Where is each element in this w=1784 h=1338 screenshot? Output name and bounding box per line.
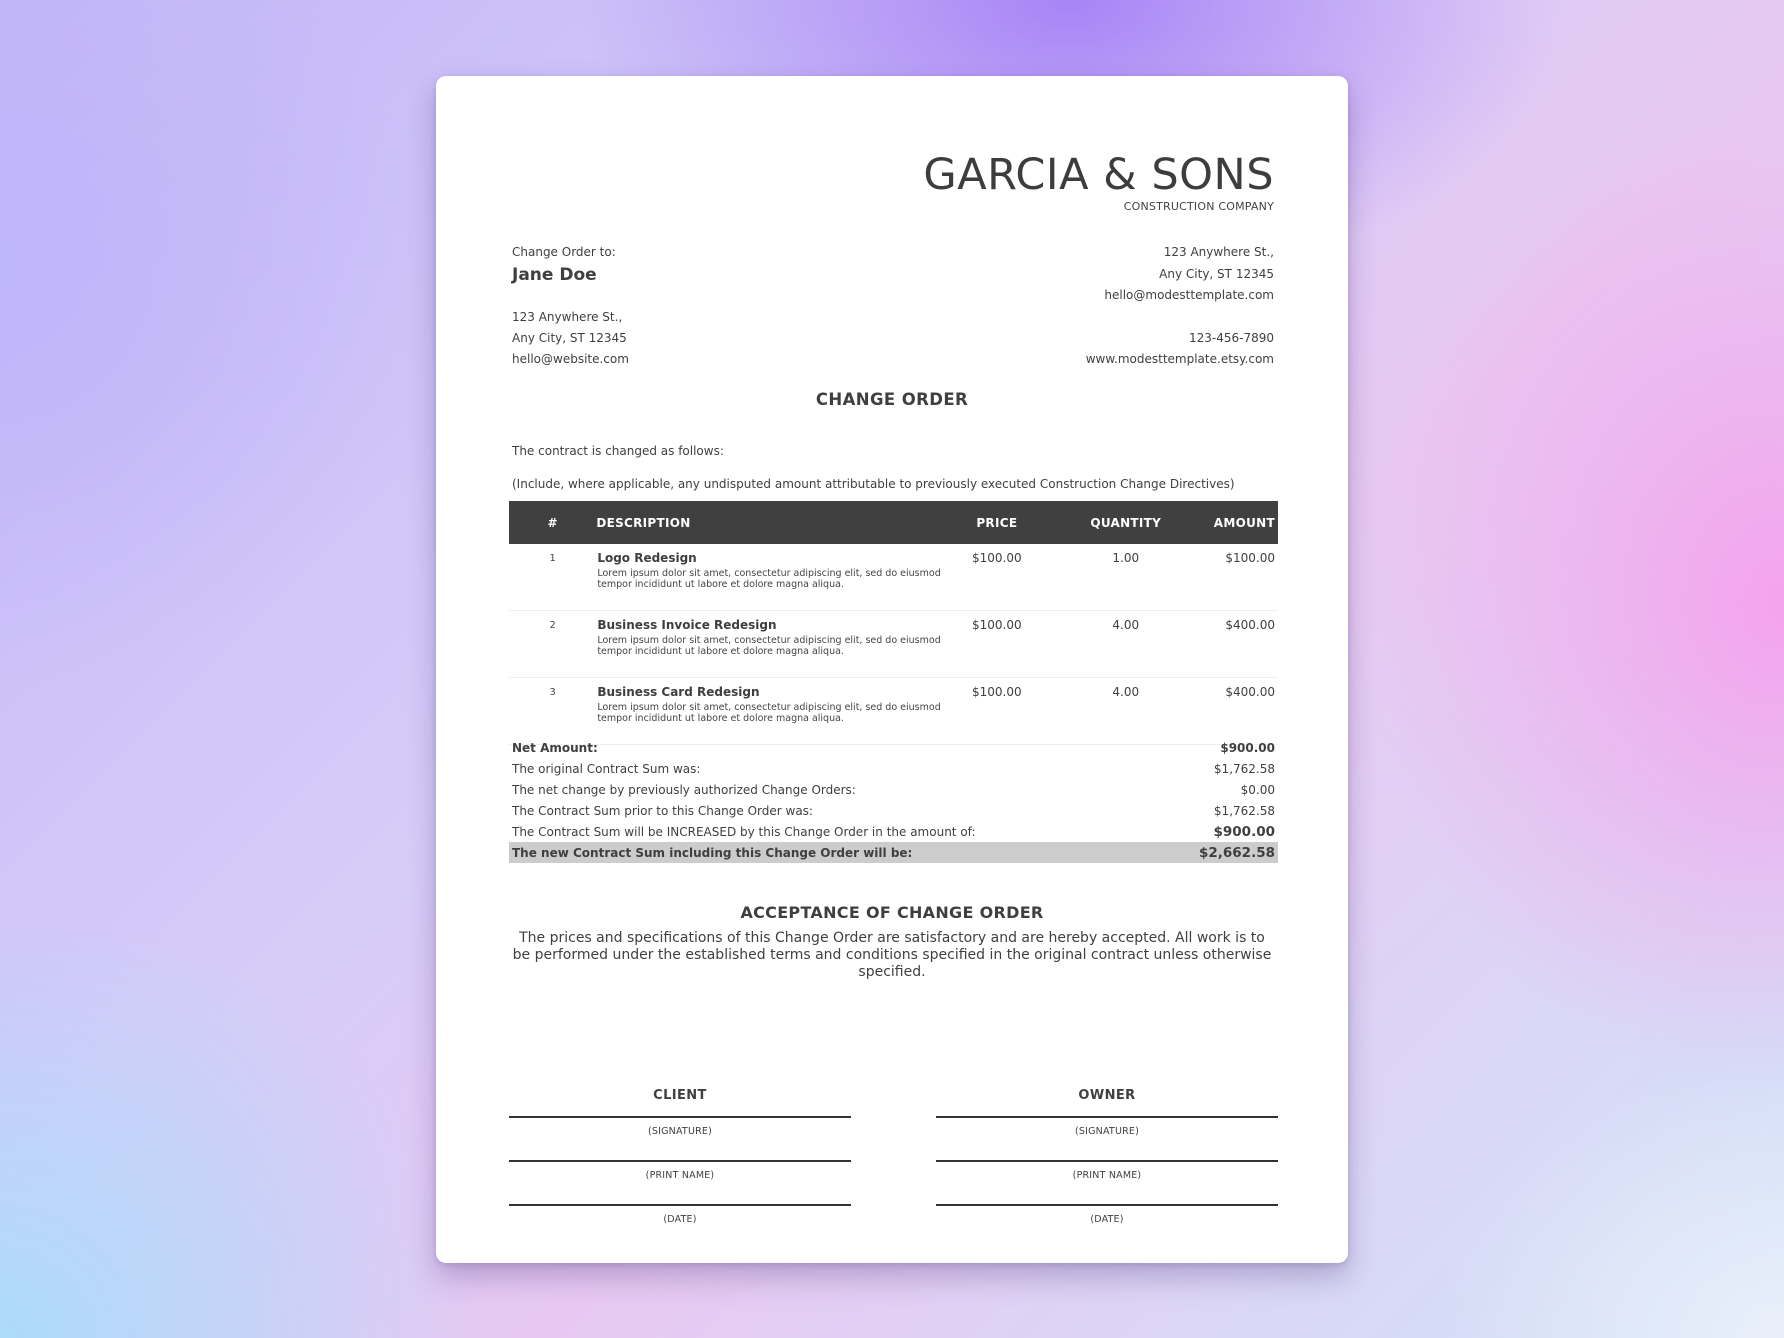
row-quantity: 1.00	[1038, 544, 1214, 611]
document-title: CHANGE ORDER	[815, 390, 969, 409]
client-date-label: (DATE)	[663, 1214, 697, 1225]
row-quantity: 4.00	[1038, 678, 1214, 745]
line-items-table	[509, 501, 1278, 745]
item-title: Business Card Redesign	[597, 685, 760, 699]
new-contract-sum-label: The new Contract Sum including this Change Order will be:	[512, 845, 913, 860]
item-description: Lorem ipsum dolor sit amet, consectetur adipiscing elit, sed do eiusmod tempor incididunt ut labore et dolore magna aliqua.	[597, 635, 941, 657]
bill-to-block	[512, 242, 629, 370]
spacer	[509, 1140, 851, 1160]
item-title: Logo Redesign	[597, 551, 697, 565]
header-amount: AMOUNT	[1214, 501, 1278, 544]
acceptance-text: The prices and specifications of this Change Order are satisfactory and are hereby accepted. All work is to be performed under the established terms and conditions specified in the original contract unless otherwise specified.	[512, 930, 1272, 980]
increase-row	[509, 821, 1278, 842]
previous-change-value: $0.00	[1240, 782, 1275, 797]
net-amount-row	[509, 737, 1278, 758]
spacer	[936, 1184, 1278, 1204]
sender-block	[1086, 242, 1274, 371]
prior-sum-row	[509, 800, 1278, 821]
increase-label: The Contract Sum will be INCREASED by this Change Order in the amount of:	[512, 824, 976, 839]
header-description: DESCRIPTION	[596, 501, 956, 544]
prior-sum-label: The Contract Sum prior to this Change Order was:	[512, 803, 813, 818]
row-quantity: 4.00	[1038, 611, 1214, 678]
client-email: hello@website.com	[512, 352, 629, 366]
client-address-line2: Any City, ST 12345	[512, 331, 627, 345]
row-price: $100.00	[956, 544, 1038, 611]
new-contract-sum-value: $2,662.58	[1198, 844, 1275, 861]
item-title: Business Invoice Redesign	[597, 618, 777, 632]
row-price: $100.00	[956, 678, 1038, 745]
row-number: 2	[509, 611, 596, 678]
owner-print-name-label: (PRINT NAME)	[1072, 1170, 1142, 1181]
acceptance-title: ACCEPTANCE OF CHANGE ORDER	[740, 903, 1044, 922]
item-description: Lorem ipsum dolor sit amet, consectetur adipiscing elit, sed do eiusmod tempor incididunt ut labore et dolore magna aliqua.	[597, 568, 941, 590]
row-number: 3	[509, 678, 596, 745]
client-heading: CLIENT	[653, 1088, 707, 1103]
original-sum-value: $1,762.58	[1213, 761, 1275, 776]
row-amount: $400.00	[1214, 611, 1278, 678]
client-name: Jane Doe	[512, 265, 597, 285]
previous-change-label: The net change by previously authorized Change Orders:	[512, 782, 856, 797]
sender-address-line2: Any City, ST 12345	[1159, 266, 1274, 281]
table-row	[509, 678, 1278, 745]
sender-email: hello@modesttemplate.com	[1104, 288, 1274, 302]
company-subtitle: CONSTRUCTION COMPANY	[1123, 200, 1274, 213]
owner-date-label: (DATE)	[1090, 1214, 1124, 1225]
bill-to-label: Change Order to:	[512, 245, 616, 259]
increase-value: $900.00	[1213, 823, 1275, 840]
new-contract-sum-row	[509, 842, 1278, 863]
sender-website: www.modesttemplate.etsy.com	[1085, 352, 1274, 366]
prior-sum-value: $1,762.58	[1213, 803, 1275, 818]
owner-signature-label: (SIGNATURE)	[1074, 1126, 1140, 1137]
spacer	[509, 1184, 851, 1204]
row-number: 1	[509, 544, 596, 611]
client-print-name-label: (PRINT NAME)	[645, 1170, 715, 1181]
sender-phone: 123-456-7890	[1188, 330, 1274, 345]
item-description: Lorem ipsum dolor sit amet, consectetur adipiscing elit, sed do eiusmod tempor incididunt ut labore et dolore magna aliqua.	[597, 702, 941, 724]
company-header	[923, 152, 1274, 213]
owner-signature-block	[936, 1088, 1278, 1228]
spacer	[1086, 307, 1274, 328]
original-sum-label: The original Contract Sum was:	[512, 761, 701, 776]
spacer	[936, 1140, 1278, 1160]
sender-address-line1: 123 Anywhere St.,	[1163, 245, 1274, 259]
directive-note: (Include, where applicable, any undisputed amount attributable to previously executed Construction Change Directives)	[512, 477, 1235, 491]
row-price: $100.00	[956, 611, 1038, 678]
previous-change-row	[509, 779, 1278, 800]
client-address-line1: 123 Anywhere St.,	[512, 310, 623, 324]
company-name: GARCIA & SONS	[923, 150, 1274, 200]
change-order-document	[436, 76, 1348, 1263]
row-description	[596, 678, 956, 745]
header-quantity: QUANTITY	[1038, 501, 1214, 544]
client-signature-label: (SIGNATURE)	[647, 1126, 713, 1137]
client-signature-block	[509, 1088, 851, 1228]
table-header-row	[509, 501, 1278, 544]
totals-summary	[509, 737, 1278, 863]
original-sum-row	[509, 758, 1278, 779]
net-amount-value: $900.00	[1220, 740, 1275, 755]
intro-text: The contract is changed as follows:	[512, 444, 724, 458]
owner-heading: OWNER	[1078, 1088, 1136, 1103]
row-amount: $400.00	[1214, 678, 1278, 745]
header-price: PRICE	[956, 501, 1038, 544]
table-row	[509, 544, 1278, 611]
row-description	[596, 544, 956, 611]
net-amount-label: Net Amount:	[512, 740, 598, 755]
row-description	[596, 611, 956, 678]
header-number: #	[509, 501, 596, 544]
table-row	[509, 611, 1278, 678]
row-amount: $100.00	[1214, 544, 1278, 611]
